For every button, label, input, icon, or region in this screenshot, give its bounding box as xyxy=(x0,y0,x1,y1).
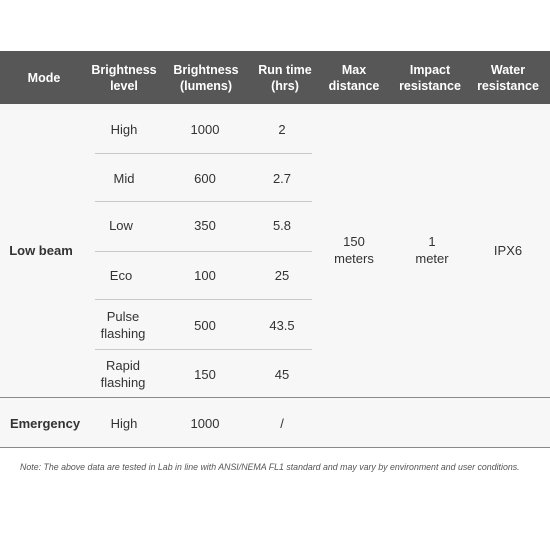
row-5-runtime: 43.5 xyxy=(269,317,295,333)
table-body xyxy=(0,104,550,448)
row-3-level: Low xyxy=(109,217,133,233)
row-5-lumens: 500 xyxy=(194,317,216,333)
table-header xyxy=(0,51,550,104)
row-5-level: Pulse flashing xyxy=(100,309,146,341)
row-1-lumens: 1000 xyxy=(190,121,220,137)
row-3-runtime: 5.8 xyxy=(272,217,292,233)
row-1-runtime: 2 xyxy=(278,121,286,137)
row-1-level: High xyxy=(110,121,138,137)
emergency-level: High xyxy=(110,415,138,431)
row-6-runtime: 45 xyxy=(274,366,290,382)
header-impact-resistance: Impact resistance xyxy=(399,62,461,93)
spec-table xyxy=(0,51,550,448)
row-4-lumens: 100 xyxy=(194,268,216,283)
row-6-level: Rapid flashing xyxy=(100,358,146,390)
mode-low-beam: Low beam xyxy=(9,242,73,258)
header-max-distance: Max distance xyxy=(328,62,380,93)
row-2-lumens: 600 xyxy=(194,170,216,186)
row-2-level: Mid xyxy=(113,170,135,186)
max-distance-value: 150 meters xyxy=(334,234,374,266)
row-6-lumens: 150 xyxy=(194,366,216,382)
row-4-level: Eco xyxy=(109,268,133,283)
water-resistance-value: IPX6 xyxy=(493,242,523,258)
table-bottom-border xyxy=(0,447,550,448)
header-brightness-level: Brightness level xyxy=(91,62,157,93)
emergency-lumens: 1000 xyxy=(190,415,220,431)
header-water-resistance: Water resistance xyxy=(477,62,539,93)
emergency-runtime: / xyxy=(280,415,284,431)
header-mode: Mode xyxy=(27,70,61,85)
row-3-lumens: 350 xyxy=(194,217,216,233)
row-2-runtime: 2.7 xyxy=(272,170,292,186)
footnote: Note: The above data are tested in Lab in line with ANSI/NEMA FL1 standard and may vary by environment and user conditions. xyxy=(20,462,520,472)
row-4-runtime: 25 xyxy=(274,268,290,283)
impact-resistance-value: 1 meter xyxy=(415,234,449,266)
header-brightness-lumens: Brightness (lumens) xyxy=(173,62,239,93)
mode-emergency: Emergency xyxy=(9,415,81,431)
header-run-time: Run time (hrs) xyxy=(258,62,312,93)
